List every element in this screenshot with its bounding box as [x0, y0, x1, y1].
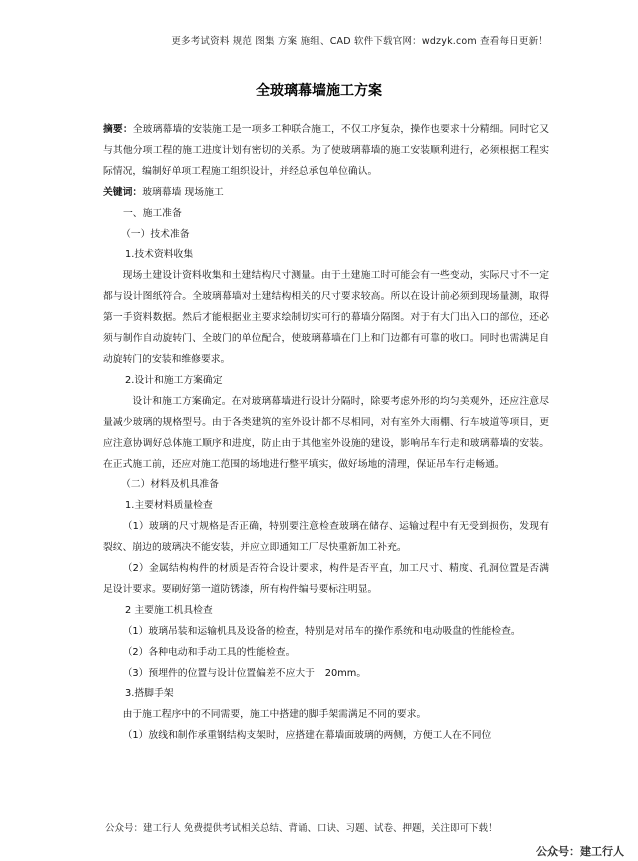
- paragraph-8: 由于施工程序中的不同需要，施工中搭建的脚手架需满足不同的要求。: [122, 709, 427, 721]
- subsection-heading-1-1: （一）技术准备: [121, 228, 190, 240]
- paragraph-1: 现场土建设计资料收集和土建结构尺寸测量。由于土建施工时可能会有一些变动，实际尺寸不一定都与设计图纸符合。全玻璃幕墙对土建结构相关的尺寸要求较高。所以在设计前必须到现场量测，取得第一手资料数据。然后才能根据业主要求绘制切实可行的幕墙分隔图。对于有大门出入口的部位，还必须与制作自动旋转门、全玻门的单位配合，使玻璃幕墙在门上和门边都有可靠的收口。同时也需满足自动旋转门的安装和维修要求。: [103, 270, 549, 365]
- item-heading-1-2-3: 3.搭脚手架: [125, 688, 174, 700]
- paragraph-6: （2）各种电动和手动工具的性能检查。: [122, 646, 296, 658]
- paragraph-5: （1）玻璃吊装和运输机具及设备的检查，特别是对吊车的操作系统和电动吸盘的性能检查。: [122, 625, 521, 637]
- document-body: [103, 120, 549, 747]
- paragraph-4: （2）金属结构构件的材质是否符合设计要求，构件是否平直，加工尺寸、精度、孔洞位置是否满足设计要求。要刷好第一道防锈漆，所有构件编号要标注明显。: [103, 563, 549, 595]
- paragraph-2: 设计和施工方案确定。在对玻璃幕墙进行设计分隔时，除要考虑外形的均匀美观外，还应注意尽量减少玻璃的规格型号。由于各类建筑的室外设计都不尽相同，对有室外大雨棚、行车坡道等项目，更应注意协调好总体施工顺序和进度，防止由于其他室外设施的建设，影响吊车行走和玻璃幕墙的安装。在正式施工前，还应对施工范围的场地进行整平填实，做好场地的清理，保证吊车行走畅通。: [103, 395, 549, 470]
- item-heading-1-2-1: 1.主要材料质量检查: [125, 500, 213, 512]
- item-heading-1-1-1: 1.技术资料收集: [125, 249, 194, 261]
- subsection-heading-1-2: （二）材料及机具准备: [121, 479, 219, 491]
- item-heading-1-1-2: 2.设计和施工方案确定: [125, 374, 223, 386]
- wechat-watermark: 公众号：建工行人: [536, 845, 624, 858]
- section-heading-1: 一、施工准备: [123, 207, 182, 219]
- abstract-label: 摘要：: [103, 124, 133, 135]
- page-title: 全玻璃幕墙施工方案: [256, 83, 382, 99]
- footer-note: 公众号：建工行人 免费提供考试相关总结、背诵、口诀、习题、试卷、押题，关注即可下载！: [105, 823, 498, 834]
- keywords-label: 关键词：: [103, 186, 143, 198]
- keywords-paragraph: [103, 183, 549, 204]
- keywords-text: 玻璃幕墙 现场施工: [142, 186, 224, 198]
- paragraph-7: （3）预埋件的位置与设计位置偏差不应大于 20mm。: [122, 667, 367, 679]
- abstract-text: 全玻璃幕墙的安装施工是一项多工种联合施工，不仅工序复杂，操作也要求十分精细。同时它又与其他分项工程的施工进度计划有密切的关系。为了使玻璃幕墙的施工安装顺利进行，必须根据工程实际情况，编制好单项工程施工组织设计，并经总承包单位确认。: [103, 124, 550, 177]
- abstract-paragraph: [103, 120, 549, 183]
- item-heading-1-2-2: 2 主要施工机具检查: [125, 604, 213, 616]
- header-note: 更多考试资料 规范 图集 方案 施组、CAD 软件下载官网：wdzyk.com 查看每日更新！: [171, 36, 548, 47]
- paragraph-3: （1）玻璃的尺寸规格是否正确，特别要注意检查玻璃在储存、运输过程中有无受到损伤，发现有裂纹、崩边的玻璃决不能安装，并应立即通知工厂尽快重新加工补充。: [103, 521, 549, 554]
- paragraph-9: （1）放线和制作承重钢结构支架时，应搭建在幕墙面玻璃的两侧，方便工人在不同位: [122, 730, 492, 742]
